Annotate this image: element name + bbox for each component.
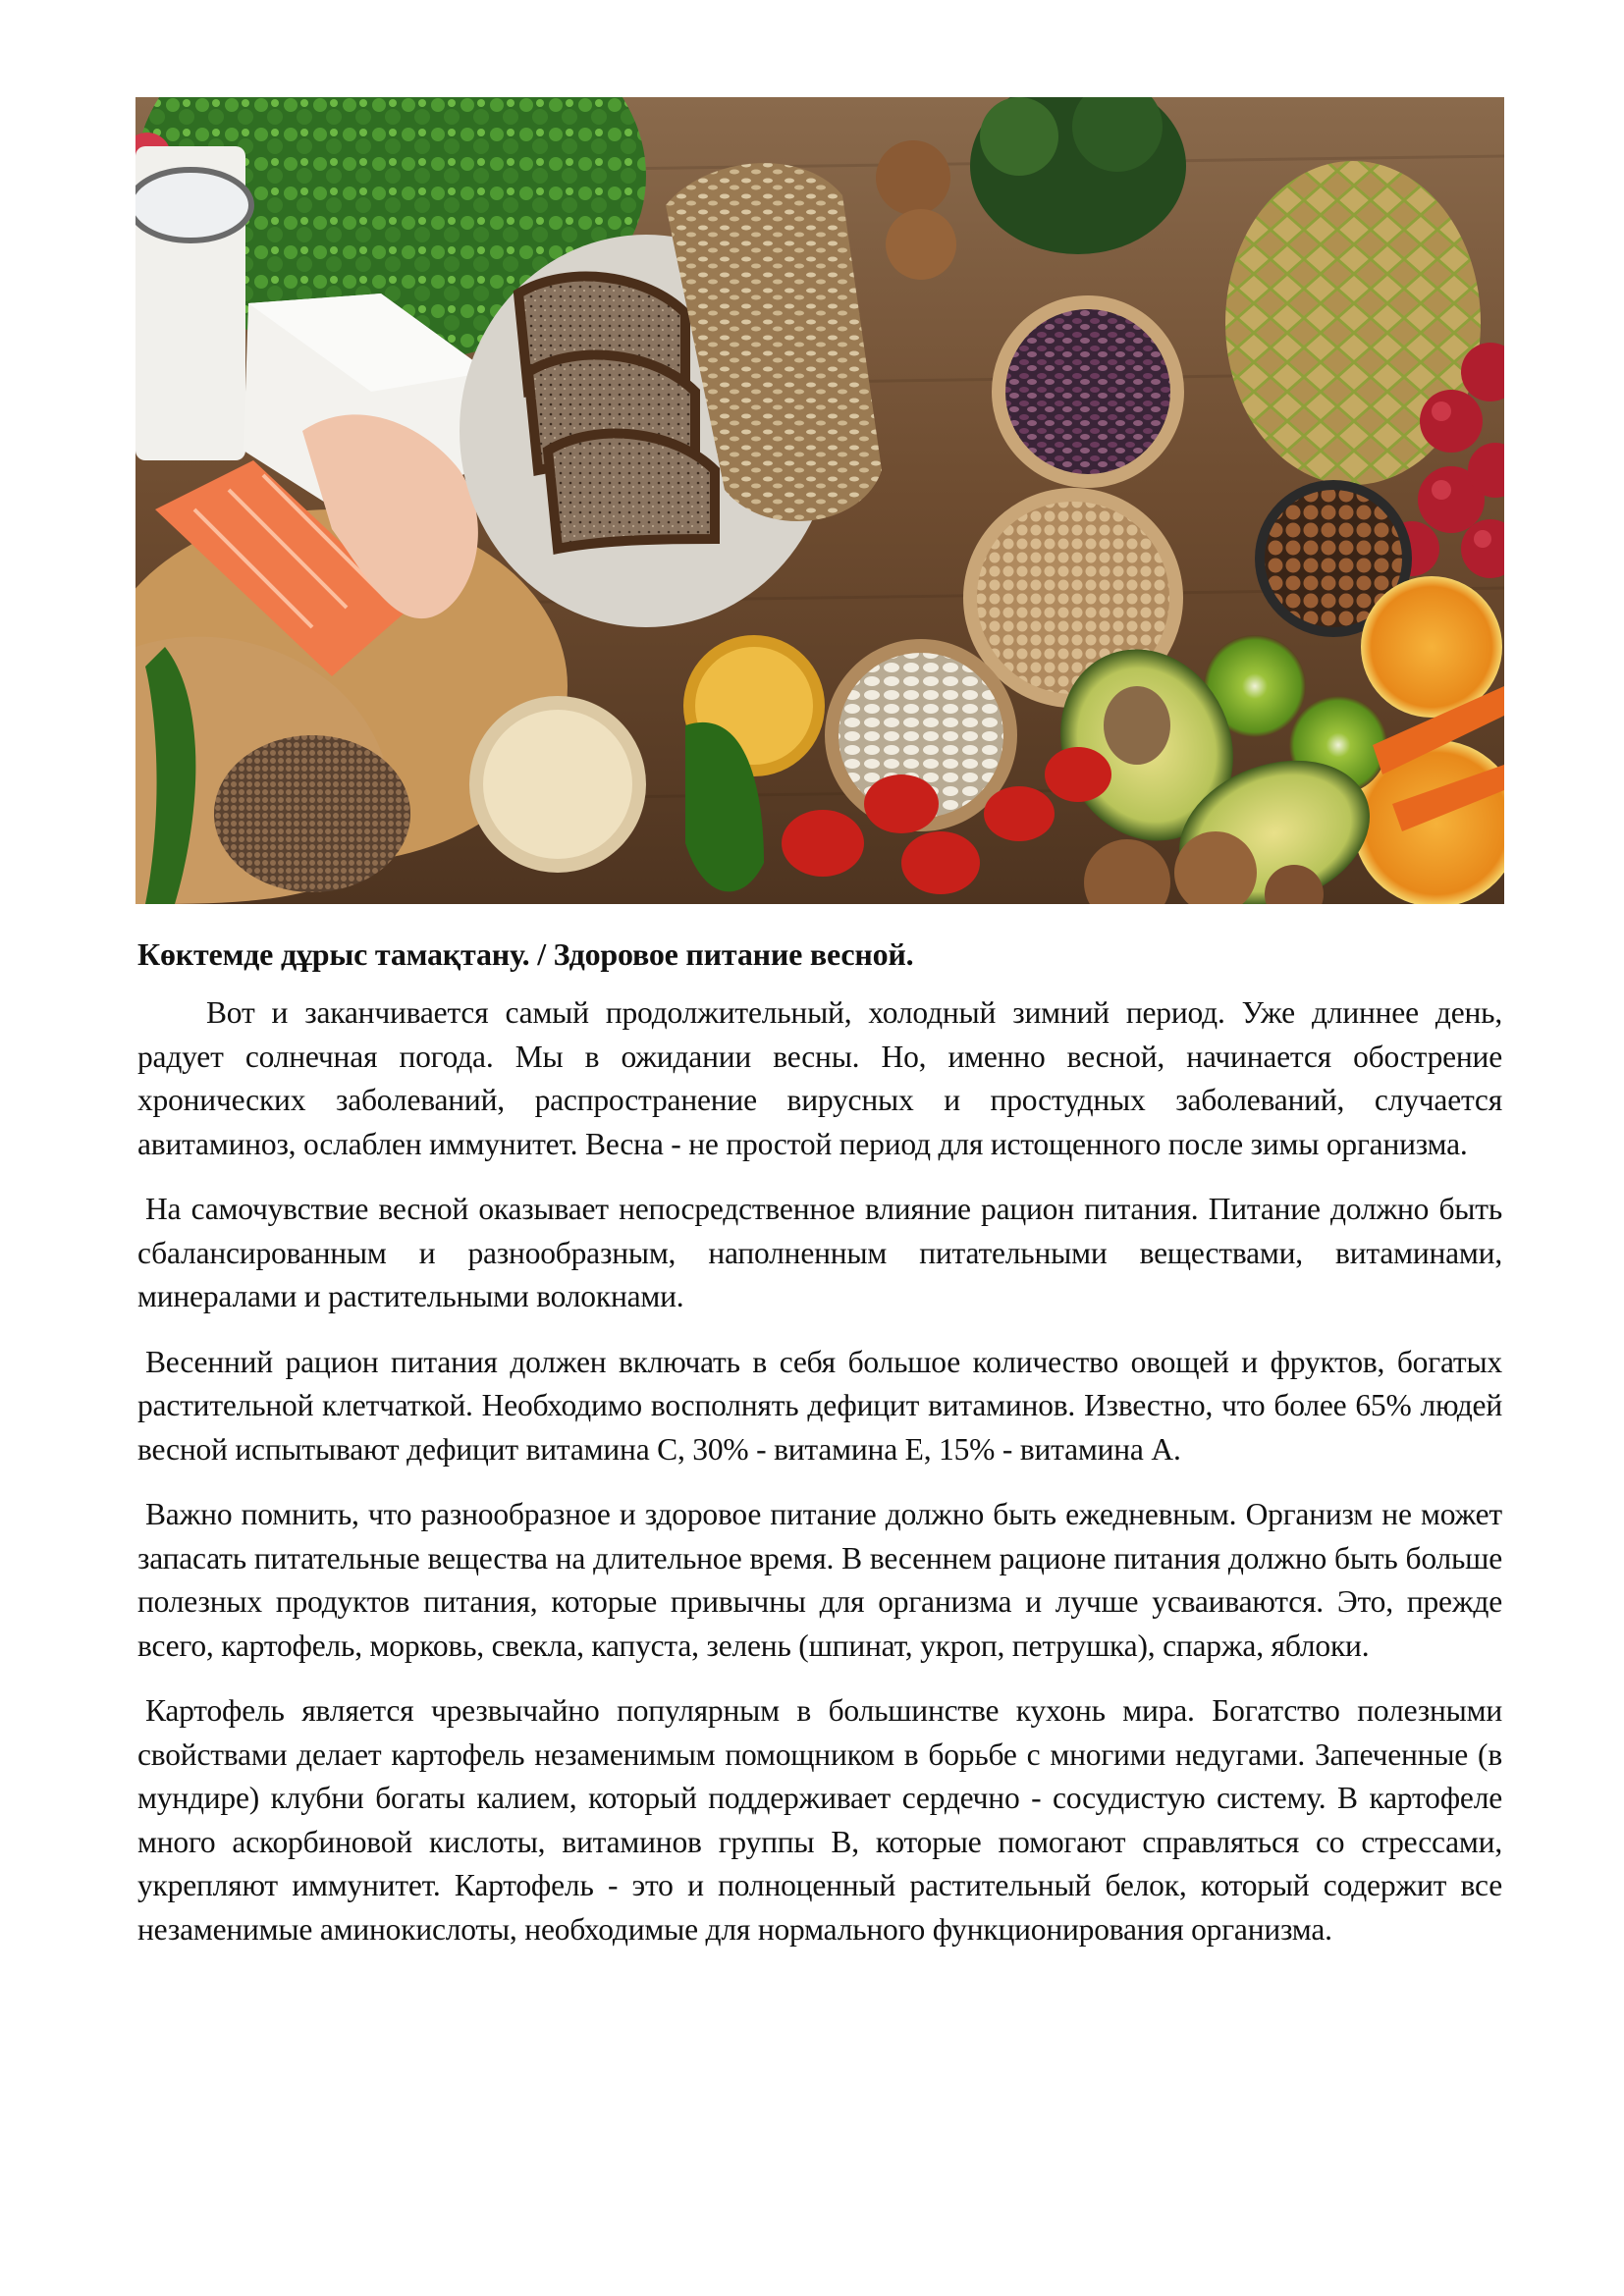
article bbox=[137, 933, 1502, 1973]
paragraph-vitamin-deficit: Весенний рацион питания должен включать в себя большое количество овощей и фруктов, богатых растительной клетчаткой. Необходимо восполнять дефицит витаминов. Известно, что более 65% людей весной испытывают дефицит витамина С, 30% - витамина Е, 15% - витамина А. bbox=[137, 1344, 1502, 1467]
paragraph-diet-influence: На самочувствие весной оказывает непосредственное влияние рацион питания. Питание должно быть сбалансированным и разнообразным, наполненным питательными веществами, витаминами, минералами и растительными волокнами. bbox=[137, 1192, 1502, 1313]
paragraph-daily-nutrition: Важно помнить, что разнообразное и здоровое питание должно быть ежедневным. Организм не может запасать питательные вещества на длительное время. В весеннем рационе питания должно быть больше полезных продуктов питания, которые привычны для организма и лучше усваиваются. Это, прежде всего, картофель, морковь, свекла, капуста, зелень (шпинат, укроп, петрушка), спаржа, яблоки. bbox=[137, 1497, 1502, 1663]
paragraph-intro: Вот и заканчивается самый продолжительный, холодный зимний период. Уже длиннее день, радует солнечная погода. Мы в ожидании весны. Но, именно весной, начинается обострение хронических заболеваний, распространение вирусных и простудных заболеваний, случается авитаминоз, ослаблен иммунитет. Весна - не простой период для истощенного после зимы организма. bbox=[137, 995, 1502, 1161]
article-title: Көктемде дұрыс тамақтану. / Здоровое питание весной. bbox=[137, 936, 914, 972]
paragraph-potato: Картофель является чрезвычайно популярным в большинстве кухонь мира. Богатство полезными свойствами делает картофель незаменимым помощником в борьбе с многими недугами. Запеченные (в мундире) клубни богаты калием, который поддерживает сердечно - сосудистую систему. В картофеле много аскорбиновой кислоты, витаминов группы В, которые помогают справляться со стрессами, укрепляют иммунитет. Картофель - это и полноценный растительный белок, который содержит все незаменимые аминокислоты, необходимые для нормального функционирования организма. bbox=[137, 1693, 1502, 1947]
healthy-food-photo bbox=[135, 97, 1504, 904]
